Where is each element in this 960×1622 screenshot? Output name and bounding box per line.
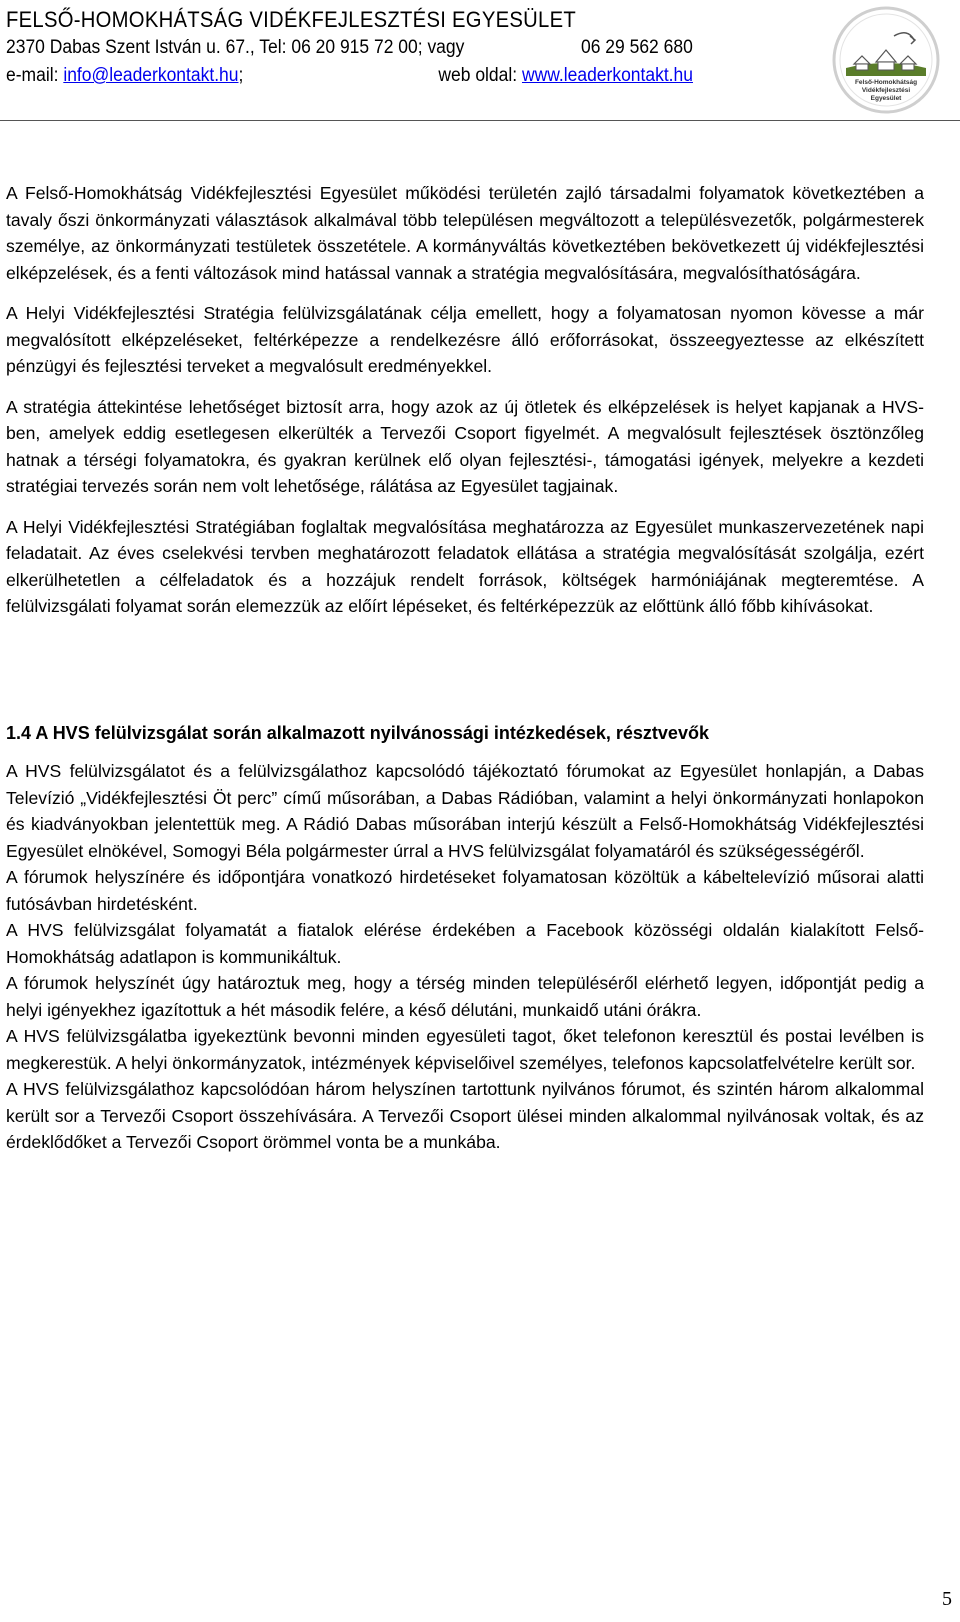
letterhead <box>6 6 806 90</box>
address-line <box>6 34 742 62</box>
logo-text-1: Felső-Homokhátság <box>854 79 918 86</box>
paragraph: A stratégia áttekintése lehetőséget biztosít arra, hogy azok az új ötletek és elképzelések is helyet kapjanak a HVS-ben, amelyek eddig esetlegesen elkerülték a Tervezői Csoport figyelmét. A megvalósult fejlesztések ösztönzőleg hatnak a térségi folyamatokra, és gyakran kerülnek elő olyan fejlesztési-, támogatási igények, melyekre a kezdeti stratégiai tervezés során nem volt lehetősége, rálátása az Egyesület tagjainak. <box>6 396 924 496</box>
header-divider <box>0 120 960 121</box>
email-link[interactable]: info@leaderkontakt.hu <box>63 65 239 86</box>
section-paragraph: A fórumok helyszínére és időpontjára vonatkozó hirdetéseket folyamatosan közöltük a kábeltelevízió műsorai alatti futósávban hirdetésként. <box>6 867 924 914</box>
section-paragraph: A fórumok helyszínét úgy határoztuk meg, hogy a térség minden településéről elérhető legyen, időpontját pedig a helyi igényekhez igazítottuk a hét második felére, a késő délutáni, munkaidő utáni órákra. <box>6 973 924 1020</box>
paragraph: A Helyi Vidékfejlesztési Stratégiában foglaltak megvalósítása meghatározza az Egyesület munkaszervezetének napi feladatait. Az éves cselekvési tervben meghatározott feladatok ellátása a stratégia megvalósítását szolgálja, ezért elkerülhetetlen a célfeladatok és a hozzájuk rendelt források, költségek harmóniájának megteremtése. A felülvizsgálati folyamat során elemezzük az előírt lépéseket, és feltérképezzük az előttünk álló főbb kihívásokat. <box>6 516 924 616</box>
document-body <box>6 180 924 1156</box>
paragraph: A Helyi Vidékfejlesztési Stratégia felülvizsgálatának célja emellett, hogy a folyamatosan nyomon kövesse a már megvalósított elképzeléseket, feltérképezze a rendelkezésre álló erőforrásokat, összeegyeztesse az elkészített pénzügyi és fejlesztési terveket a megvalósult eredményekkel. <box>6 303 924 376</box>
web-link[interactable]: www.leaderkontakt.hu <box>521 65 693 86</box>
section-paragraph: A HVS felülvizsgálatot és a felülvizsgálathoz kapcsolódó tájékoztató fórumokat az Egyesület honlapján, a Dabas Televízió „Vidékfejlesztési Öt perc” című műsorában, a Dabas Rádióban, valamint a helyi önkormányzati honlapokon és kiadványokban jelentettük meg. A Rádió Dabas műsorában interjú készült a Felső-Homokhátság Vidékfejlesztési Egyesület elnökével, Somogyi Béla polgármester úrral a HVS felülvizsgálat folyamatáról és szükségességéről. <box>6 761 924 861</box>
phone-secondary: 06 29 562 680 <box>581 37 693 58</box>
section-paragraph: A HVS felülvizsgálat folyamatát a fiatalok elérése érdekében a Facebook közösségi oldalán kialakított Felső-Homokhátság adatlapon is kommunikáltuk. <box>6 920 924 967</box>
email-suffix: ; <box>238 65 244 86</box>
address-phone: 2370 Dabas Szent István u. 67., Tel: 06 20 915 72 00; vagy <box>6 37 465 58</box>
paragraph: A Felső-Homokhátság Vidékfejlesztési Egyesület működési területén zajló társadalmi folyamatok következtében a tavaly őszi önkormányzati választások alkalmával több településen megváltozott a településvezetők, polgármesterek személye, az önkormányzati testületek összetétele. A kormányváltás következtében bekövetkezett új vidékfejlesztési elképzelések, és a fenti változások mind hatással vannak a stratégia megvalósítására, megvalósíthatóságára. <box>6 183 924 283</box>
section-paragraph: A HVS felülvizsgálatba igyekeztünk bevonni minden egyesületi tagot, őket telefonon keresztül és postai levélben is megkerestük. A helyi önkormányzatok, intézmények képviselőivel személyes, telefonos kapcsolatfelvételre került sor. <box>6 1026 924 1073</box>
organization-logo <box>832 6 940 114</box>
section-heading: 1.4 A HVS felülvizsgálat során alkalmazott nyilvánossági intézkedések, résztvevők <box>6 722 709 743</box>
organization-name: FELSŐ-HOMOKHÁTSÁG VIDÉKFEJLESZTÉSI EGYESÜLET <box>6 7 576 32</box>
logo-text-2: Vidékfejlesztési <box>861 87 911 94</box>
web-label: web oldal: <box>438 65 522 86</box>
web-group <box>438 62 693 90</box>
page-number: 5 <box>942 1588 952 1610</box>
email-label: e-mail: <box>6 65 64 86</box>
contact-line <box>6 62 742 90</box>
section-paragraph: A HVS felülvizsgálathoz kapcsolódóan három helyszínen tartottunk nyilvános fórumot, és szintén három alkalommal került sor a Tervezői Csoport összehívására. A Tervezői Csoport ülései minden alkalommal nyilvánosak voltak, és az érdeklődőket a Tervezői Csoport örömmel vonta be a munkába. <box>6 1079 924 1152</box>
logo-text-3: Egyesület <box>870 95 902 102</box>
